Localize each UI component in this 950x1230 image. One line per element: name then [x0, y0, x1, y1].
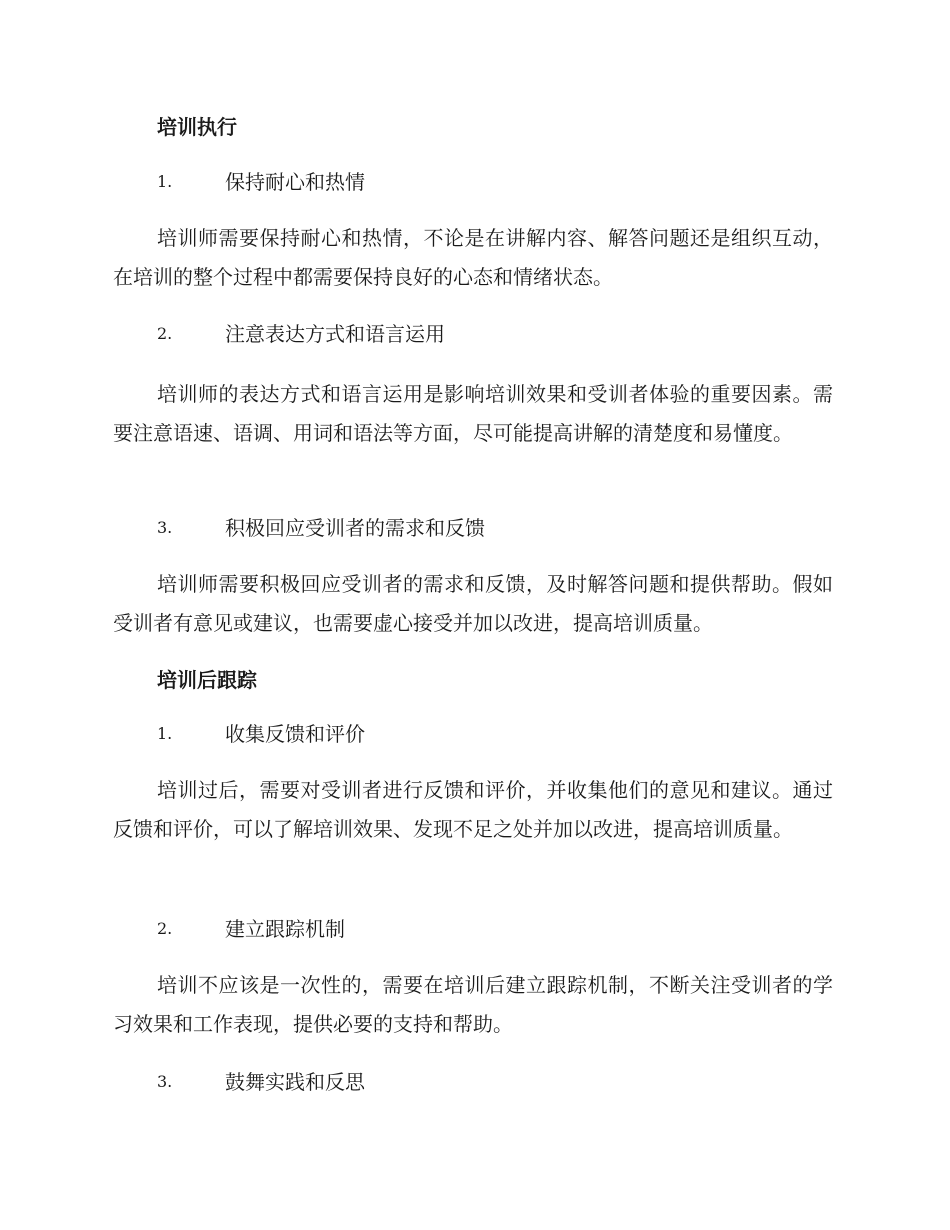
paragraph: 培训过后，需要对受训者进行反馈和评价，并收集他们的意见和建议。通过反馈和评价，可以了解培训效果、发现不足之处并加以改进，提高培训质量。	[113, 778, 833, 841]
list-item-number: 3.	[157, 518, 173, 537]
list-item-label: 积极回应受训者的需求和反馈	[225, 516, 485, 540]
list-item-number: 3.	[157, 1072, 173, 1091]
paragraph: 培训师需要积极回应受训者的需求和反馈，及时解答问题和提供帮助。假如受训者有意见或建议，也需要虚心接受并加以改进，提高培训质量。	[113, 572, 833, 635]
list-item-label: 收集反馈和评价	[225, 722, 365, 746]
list-item-number: 1.	[157, 724, 173, 743]
list-item-label: 注意表达方式和语言运用	[225, 322, 445, 346]
list-item-number: 2.	[157, 919, 173, 938]
list-item-label: 保持耐心和热情	[225, 170, 365, 194]
paragraph: 培训师需要保持耐心和热情，不论是在讲解内容、解答问题还是组织互动，在培训的整个过程中都需要保持良好的心态和情绪状态。	[113, 226, 833, 289]
paragraph: 培训师的表达方式和语言运用是影响培训效果和受训者体验的重要因素。需要注意语速、语调、用词和语法等方面，尽可能提高讲解的清楚度和易懂度。	[113, 382, 833, 445]
list-item-number: 2.	[157, 324, 173, 343]
list-item-number: 1.	[157, 172, 173, 191]
paragraph: 培训不应该是一次性的，需要在培训后建立跟踪机制，不断关注受训者的学习效果和工作表现，提供必要的支持和帮助。	[113, 973, 833, 1036]
section-heading: 培训后跟踪	[157, 668, 257, 692]
list-item-label: 建立跟踪机制	[225, 917, 345, 941]
section-heading: 培训执行	[157, 115, 237, 139]
list-item-label: 鼓舞实践和反思	[225, 1070, 365, 1094]
